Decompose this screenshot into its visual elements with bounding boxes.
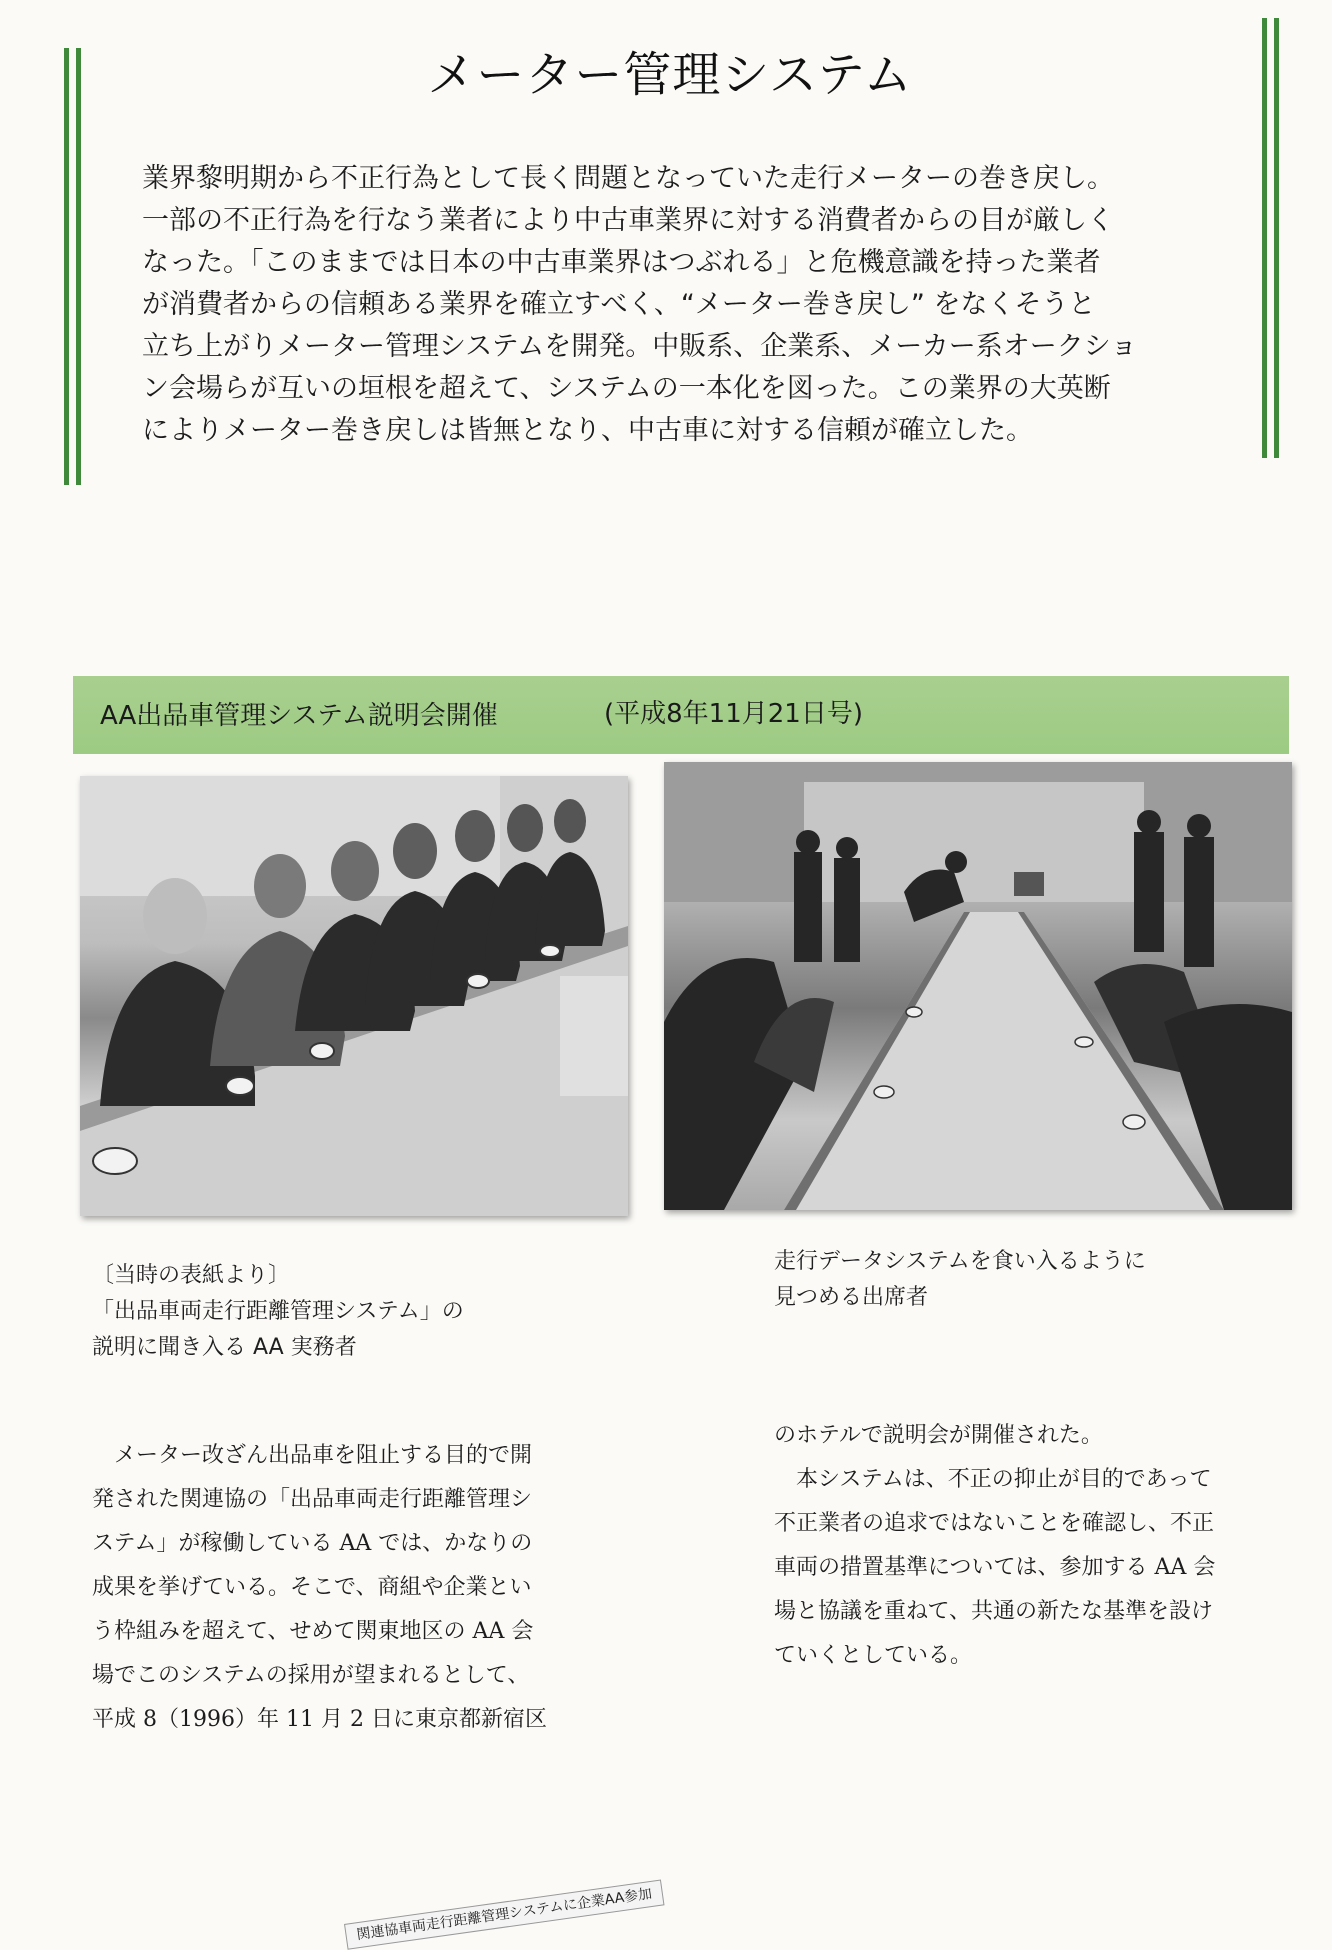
intro-line: によりメーター巻き戻しは皆無となり、中古車に対する信頼が確立した。 xyxy=(142,415,1033,446)
caption-line: 見つめる出席者 xyxy=(774,1285,929,1310)
intro-line: 業界黎明期から不正行為として長く問題となっていた走行メーターの巻き戻し。 xyxy=(142,163,1114,194)
article-line: 成果を挙げている。そこで、商組や企業とい xyxy=(92,1575,532,1600)
article-line: のホテルで説明会が開催された。 xyxy=(774,1423,1103,1448)
article-line: 不正業者の追求ではないことを確認し、不正 xyxy=(774,1511,1215,1536)
article-line: う枠組みを超えて、せめて関東地区の AA 会 xyxy=(92,1619,534,1644)
intro-line: ン会場らが互いの垣根を超えて、システムの一本化を図った。この業界の大英断 xyxy=(142,373,1111,404)
left-photo-caption xyxy=(92,1258,612,1366)
meeting-photo-right-drawing xyxy=(664,762,1292,1210)
caption-line: 〔当時の表紙より〕 xyxy=(92,1263,291,1288)
section-issue-date: (平成8年11月21日号) xyxy=(604,699,863,729)
article-line: 場と協議を重ねて、共通の新たな基準を設け xyxy=(774,1599,1214,1624)
intro-line: が消費者からの信頼ある業界を確立すべく、“メーター巻き戻し” をなくそうと xyxy=(142,289,1096,320)
meeting-photo-left-drawing xyxy=(80,776,628,1216)
article-line: 発された関連協の「出品車両走行距離管理シ xyxy=(92,1487,533,1512)
caption-line: 走行データシステムを食い入るように xyxy=(774,1249,1146,1274)
article-line: メーター改ざん出品車を阻止する目的で開 xyxy=(92,1443,533,1468)
article-line: 場でこのシステムの採用が望まれるとして、 xyxy=(92,1663,530,1688)
article-line: ていくとしている。 xyxy=(774,1643,973,1668)
article-column-right xyxy=(774,1414,1314,1678)
intro-line: なった。「このままでは日本の中古車業界はつぶれる」と危機意識を持った業者 xyxy=(142,247,1101,278)
frame-bar-right-outer xyxy=(1274,18,1279,458)
section-heading: AA出品車管理システム説明会開催 xyxy=(100,701,498,731)
frame-bar-left xyxy=(64,48,69,485)
caption-line: 説明に聞き入る AA 実務者 xyxy=(92,1335,357,1360)
article-line: 本システムは、不正の抑止が目的であって xyxy=(774,1467,1212,1492)
intro-paragraph xyxy=(142,158,1210,452)
article-column-left xyxy=(92,1434,632,1742)
page-title: メーター管理システム xyxy=(427,47,913,103)
article-line: 平成 8（1996）年 11 月 2 日に東京都新宿区 xyxy=(92,1707,547,1732)
right-photo-caption xyxy=(774,1244,1254,1316)
article-line: ステム」が稼働している AA では、かなりの xyxy=(92,1531,533,1556)
frame-bar-left-inner xyxy=(76,48,81,485)
meeting-photo-right xyxy=(664,762,1292,1210)
frame-bar-right xyxy=(1262,18,1267,458)
intro-line: 一部の不正行為を行なう業者により中古車業界に対する消費者からの目が厳しく xyxy=(142,205,1114,236)
caption-line: 「出品車両走行距離管理システム」の xyxy=(92,1299,464,1324)
photo-overlay-caption: 関連協車両走行距離管理システムに企業AA参加 xyxy=(344,1879,665,1949)
article-line: 車両の措置基準については、参加する AA 会 xyxy=(774,1555,1216,1580)
intro-line: 立ち上がりメーター管理システムを開発。中販系、企業系、メーカー系オークショ xyxy=(142,331,1138,362)
